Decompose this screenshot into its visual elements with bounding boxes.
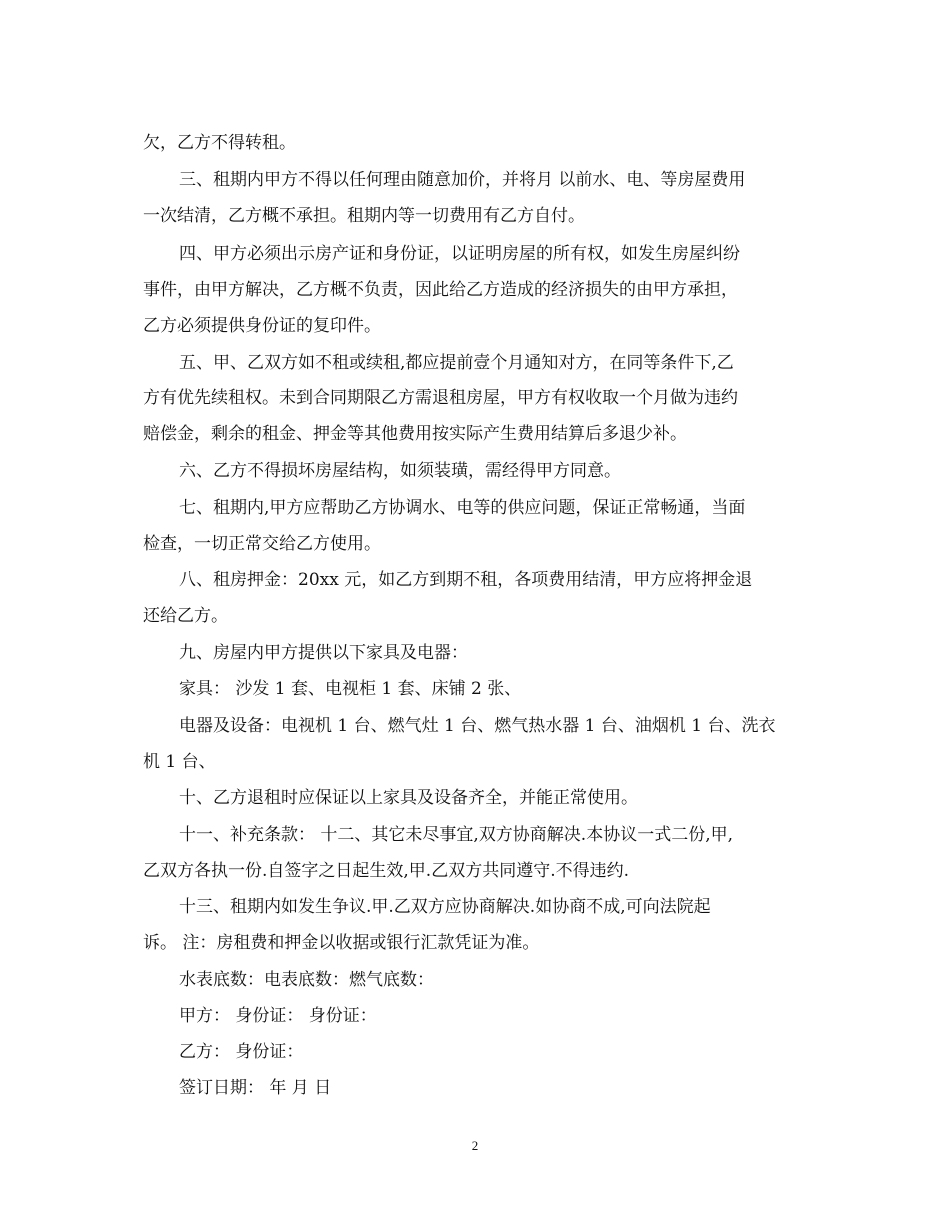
text-line: 六、乙方不得损坏房屋结构，如须装璜，需经得甲方同意。 xyxy=(179,461,621,481)
text-line: 签订日期： 年 月 日 xyxy=(179,1078,332,1098)
text-line: 水表底数：电表底数：燃气底数： xyxy=(179,970,434,990)
text-line: 诉。 注：房租费和押金以收据或银行汇款凭证为准。 xyxy=(143,933,540,953)
text-line: 四、甲方必须出示房产证和身份证，以证明房屋的所有权，如发生房屋纠纷 xyxy=(179,244,740,264)
text-line: 方有优先续租权。未到合同期限乙方需退租房屋，甲方有权收取一个月做为违约 xyxy=(143,388,738,408)
page-number: 2 xyxy=(471,1138,479,1153)
text-line: 九、房屋内甲方提供以下家具及电器： xyxy=(179,643,468,663)
text-line: 一次结清，乙方概不承担。租期内等一切费用有乙方自付。 xyxy=(143,206,585,226)
text-line: 电器及设备：电视机 1 台、燃气灶 1 台、燃气热水器 1 台、油烟机 1 台、洗衣 xyxy=(179,716,776,736)
text-line: 五、甲、乙双方如不租或续租,都应提前壹个月通知对方，在同等条件下,乙 xyxy=(179,353,734,373)
text-line: 乙方： 身份证： xyxy=(179,1042,304,1062)
text-line: 赔偿金，剩余的租金、押金等其他费用按实际产生费用结算后多退少补。 xyxy=(143,424,687,444)
text-line: 十三、租期内如发生争议.甲.乙双方应协商解决.如协商不成,可向法院起 xyxy=(179,897,711,917)
text-line: 还给乙方。 xyxy=(143,606,228,626)
text-line: 十一、补充条款： 十二、其它未尽事宜,双方协商解决.本协议一式二份,甲, xyxy=(179,825,734,845)
text-line: 八、租房押金：20xx 元，如乙方到期不租，各项费用结清，甲方应将押金退 xyxy=(179,570,753,590)
text-line: 欠，乙方不得转租。 xyxy=(143,133,296,153)
text-line: 检查，一切正常交给乙方使用。 xyxy=(143,534,381,554)
text-line: 事件，由甲方解决，乙方概不负责，因此给乙方造成的经济损失的由甲方承担， xyxy=(143,280,738,300)
text-line: 三、租期内甲方不得以任何理由随意加价，并将月 以前水、电、等房屋费用 xyxy=(179,170,746,190)
text-line: 乙双方各执一份.自签字之日起生效,甲.乙双方共同遵守.不得违约. xyxy=(143,861,630,881)
text-line: 十、乙方退租时应保证以上家具及设备齐全，并能正常使用。 xyxy=(179,788,638,808)
text-line: 七、租期内,甲方应帮助乙方协调水、电等的供应问题，保证正常畅通，当面 xyxy=(179,498,746,518)
text-line: 家具： 沙发 1 套、电视柜 1 套、床铺 2 张、 xyxy=(179,679,522,699)
text-line: 机 1 台、 xyxy=(143,752,216,772)
text-line: 甲方： 身份证： 身份证： xyxy=(179,1006,377,1026)
text-line: 乙方必须提供身份证的复印件。 xyxy=(143,316,381,336)
